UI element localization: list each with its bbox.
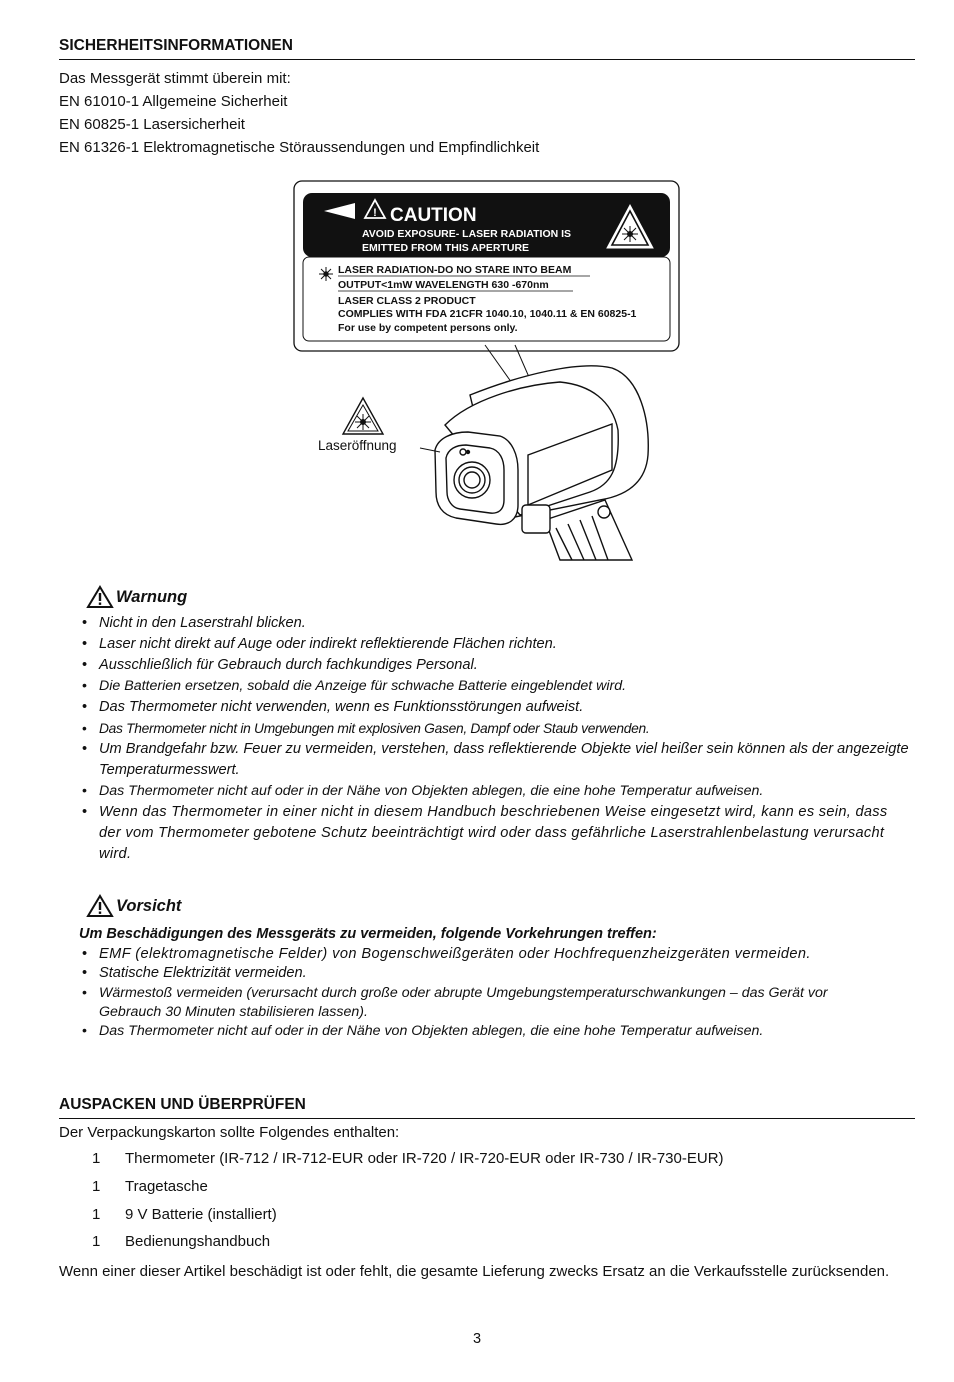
pack-text: 9 V Batterie (installiert): [125, 1206, 277, 1223]
caution-intro: Um Beschädigungen des Messgeräts zu vermeiden, folgende Vorkehrungen treffen:: [79, 926, 657, 942]
pack-text: Thermometer (IR-712 / IR-712-EUR oder IR-720 / IR-720-EUR oder IR-730 / IR-730-EUR): [125, 1150, 724, 1167]
safety-heading: SICHERHEITSINFORMATIONEN: [59, 37, 915, 60]
caution-avoid-line: AVOID EXPOSURE- LASER RADIATION IS: [362, 228, 572, 240]
laser-star-icon: [319, 267, 333, 281]
unpacking-footer: Wenn einer dieser Artikel beschädigt ist oder fehlt, die gesamte Lieferung zwecks Ersatz an die Verkaufsstelle zurücksenden.: [59, 1263, 890, 1280]
warning-item: • Nicht in den Laserstrahl blicken.: [79, 613, 909, 634]
unpacking-heading: AUSPACKEN UND ÜBERPRÜFEN: [59, 1096, 915, 1119]
pack-text: Bedienungshandbuch: [125, 1233, 271, 1250]
warning-item: • Ausschließlich für Gebrauch durch fachkundiges Personal.: [79, 655, 909, 676]
warning-item: • Das Thermometer nicht in Umgebungen mit explosiven Gasen, Dampf oder Staub verwenden.: [79, 718, 909, 739]
laser-label-figure: [0, 0, 954, 570]
warning-item: • Das Thermometer nicht auf oder in der Nähe von Objekten ablegen, die eine hohe Temperatur aufweisen.: [79, 781, 909, 802]
pack-text: Tragetasche: [125, 1178, 208, 1195]
warning-item: • Um Brandgefahr bzw. Feuer zu vermeiden, verstehen, dass reflektierende Objekte viel heißer sein können als der angezeigte Temperaturmesswert.: [79, 739, 909, 781]
warning-title-row: [86, 585, 187, 609]
caution-item: • Wärmestoß vermeiden (verursacht durch große oder abrupte Umgebungstemperaturschwankungen – das Gerät vor Gebrauch 30 Minuten stabilisieren lassen).: [79, 984, 859, 1023]
pack-qty: 1: [92, 1150, 101, 1167]
pack-qty: 1: [92, 1206, 101, 1223]
safety-line: Das Messgerät stimmt überein mit:: [59, 70, 291, 87]
pack-item: [92, 1233, 270, 1250]
page-number: 3: [472, 1331, 482, 1347]
caution-list: [79, 945, 859, 1041]
warning-triangle-icon: [86, 894, 114, 918]
caution-title-row: [86, 894, 181, 918]
aperture-label: Laseröffnung: [318, 438, 397, 453]
label-line: OUTPUT<1mW WAVELENGTH 630 -670nm: [338, 279, 549, 291]
svg-text:!: !: [373, 207, 377, 219]
pack-qty: 1: [92, 1233, 101, 1250]
pack-qty: 1: [92, 1178, 101, 1195]
label-line: COMPLIES WITH FDA 21CFR 1040.10, 1040.11 & EN 60825-1: [338, 308, 637, 320]
label-line: LASER CLASS 2 PRODUCT: [338, 295, 476, 307]
caution-item: • Das Thermometer nicht auf oder in der Nähe von Objekten ablegen, die eine hohe Temperatur aufweisen.: [79, 1022, 859, 1041]
caution-title: Vorsicht: [116, 896, 182, 915]
label-line: LASER RADIATION-DO NO STARE INTO BEAM: [338, 264, 572, 276]
caution-item: • Statische Elektrizität vermeiden.: [79, 964, 859, 983]
label-line: For use by competent persons only.: [338, 322, 518, 334]
caution-word: CAUTION: [390, 205, 477, 226]
safety-line: EN 61010-1 Allgemeine Sicherheit: [59, 93, 288, 110]
safety-line: EN 61326-1 Elektromagnetische Störaussendungen und Empfindlichkeit: [59, 139, 540, 156]
caution-item: • EMF (elektromagnetische Felder) von Bogenschweißgeräten oder Hochfrequenzheizgeräten vermeiden.: [79, 945, 859, 964]
pack-item: [92, 1206, 277, 1223]
warning-list: [79, 613, 909, 865]
warning-item: • Das Thermometer nicht verwenden, wenn es Funktionsstörungen aufweist.: [79, 697, 909, 718]
warning-item: • Wenn das Thermometer in einer nicht in diesem Handbuch beschriebenen Weise eingesetzt wird, kann es sein, dass der vom Thermometer gebotene Schutz beeinträchtigt wird oder dass gefährliche Laserstrahlenbelastung verursacht wird.: [79, 802, 909, 865]
caution-avoid-line: EMITTED FROM THIS APERTURE: [362, 242, 530, 254]
warning-triangle-icon: [86, 585, 114, 609]
unpacking-intro: Der Verpackungskarton sollte Folgendes enthalten:: [59, 1124, 400, 1141]
warning-item: • Laser nicht direkt auf Auge oder indirekt reflektierende Flächen richten.: [79, 634, 909, 655]
warning-title: Warnung: [116, 587, 188, 606]
safety-line: EN 60825-1 Lasersicherheit: [59, 116, 245, 133]
thermometer-device: [435, 366, 648, 560]
warning-item: • Die Batterien ersetzen, sobald die Anzeige für schwache Batterie eingeblendet wird.: [79, 676, 909, 697]
pack-item: [92, 1178, 208, 1195]
pack-item: [92, 1150, 724, 1167]
